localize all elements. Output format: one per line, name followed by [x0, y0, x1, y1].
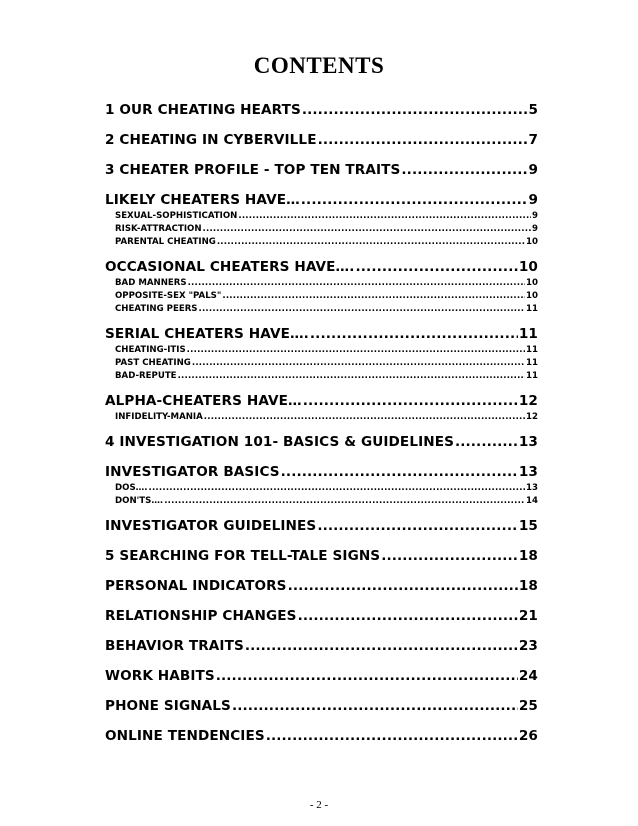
toc-leader	[356, 258, 518, 277]
toc-leader	[192, 357, 525, 370]
toc-entry-title: BEHAVIOR TRAITS	[105, 638, 244, 654]
toc-entry-page: 23	[518, 638, 538, 654]
toc-subentry-page: 11	[526, 304, 538, 314]
toc-leader	[301, 191, 528, 210]
toc-leader	[204, 411, 525, 424]
toc-leader	[222, 290, 525, 303]
toc-subentry[interactable]	[105, 303, 538, 316]
toc-entry[interactable]	[105, 517, 538, 536]
toc-subentry-title: BAD MANNERS	[115, 278, 187, 288]
toc-subentry[interactable]	[105, 236, 538, 249]
toc-leader	[149, 482, 526, 495]
toc-entry-title: 4 INVESTIGATION 101- BASICS & GUIDELINES	[105, 434, 454, 450]
toc-subentry[interactable]	[105, 357, 538, 370]
toc-subentry[interactable]	[105, 290, 538, 303]
toc-subentry-title: BAD-REPUTE	[115, 371, 177, 381]
toc-leader	[266, 727, 518, 746]
toc-subentry[interactable]	[105, 210, 538, 223]
toc-entry-title: PHONE SIGNALS	[105, 698, 231, 714]
toc-entry[interactable]	[105, 727, 538, 746]
toc-leader	[238, 210, 531, 223]
toc-entry-title: 3 CHEATER PROFILE - TOP TEN TRAITS	[105, 162, 401, 178]
toc-leader	[302, 101, 528, 120]
toc-leader	[232, 697, 518, 716]
toc-entry[interactable]	[105, 191, 538, 210]
toc-leader	[401, 161, 527, 180]
toc-leader	[217, 236, 525, 249]
toc-subentry-page: 11	[526, 345, 538, 355]
toc-subentry-title: DON'TS….	[115, 496, 164, 506]
toc-entry-title: WORK HABITS	[105, 668, 215, 684]
toc-entry-title: 2 CHEATING IN CYBERVILLE	[105, 132, 317, 148]
toc-entry-page: 18	[518, 548, 538, 564]
toc-entry-page: 25	[518, 698, 538, 714]
toc-subentry-page: 13	[526, 483, 538, 493]
toc-subentry[interactable]	[105, 344, 538, 357]
page-title: CONTENTS	[253, 53, 385, 78]
toc-entry-title: OCCASIONAL CHEATERS HAVE….	[105, 259, 355, 275]
toc-subentry[interactable]	[105, 277, 538, 290]
toc-leader	[199, 303, 526, 316]
toc-subentry-page: 9	[532, 224, 538, 234]
toc-subentry-title: INFIDELITY-MANIA	[115, 412, 203, 422]
toc-subentry-page: 11	[526, 371, 538, 381]
toc-entry-page: 13	[518, 434, 538, 450]
toc-subentry-title: RISK-ATTRACTION	[115, 224, 202, 234]
toc-subentry-title: CHEATING PEERS	[115, 304, 198, 314]
toc-entry-title: LIKELY CHEATERS HAVE…	[105, 192, 300, 208]
toc-subentry-title: SEXUAL-SOPHISTICATION	[115, 211, 238, 221]
toc-leader	[203, 223, 531, 236]
toc-entry-page: 7	[528, 132, 538, 148]
toc-entry[interactable]	[105, 392, 538, 411]
toc-entry-page: 9	[528, 162, 538, 178]
toc-entry-title: PERSONAL INDICATORS	[105, 578, 287, 594]
toc-leader	[188, 277, 525, 290]
toc-subentry-page: 9	[532, 211, 538, 221]
toc-entry[interactable]	[105, 607, 538, 626]
toc-subentry-title: OPPOSITE-SEX "PALS"	[115, 291, 222, 301]
toc-entry[interactable]	[105, 463, 538, 482]
table-of-contents	[105, 101, 538, 746]
toc-leader	[178, 370, 525, 383]
toc-subentry-title: PARENTAL CHEATING	[115, 237, 216, 247]
toc-subentry-page: 14	[526, 496, 538, 506]
page-number: - 2 -	[309, 799, 329, 811]
toc-leader	[298, 607, 518, 626]
toc-entry-title: ONLINE TENDENCIES	[105, 728, 265, 744]
toc-entry[interactable]	[105, 161, 538, 180]
toc-entry[interactable]	[105, 547, 538, 566]
toc-entry[interactable]	[105, 131, 538, 150]
toc-entry-page: 10	[518, 259, 538, 275]
toc-subentry-page: 11	[526, 358, 538, 368]
toc-subentry[interactable]	[105, 482, 538, 495]
toc-entry-page: 12	[518, 393, 538, 409]
toc-leader	[164, 495, 525, 508]
toc-entry-page: 9	[528, 192, 538, 208]
toc-entry[interactable]	[105, 258, 538, 277]
toc-subentry-page: 10	[526, 237, 538, 247]
toc-entry-page: 15	[518, 518, 538, 534]
toc-entry[interactable]	[105, 325, 538, 344]
toc-entry-page: 5	[528, 102, 538, 118]
toc-leader	[187, 344, 525, 357]
toc-subentry[interactable]	[105, 370, 538, 383]
toc-entry[interactable]	[105, 667, 538, 686]
toc-subentry-title: CHEATING-ITIS	[115, 345, 186, 355]
toc-entry[interactable]	[105, 637, 538, 656]
toc-subentry-title: DOS….	[115, 483, 148, 493]
toc-entry[interactable]	[105, 433, 538, 452]
toc-entry-page: 26	[518, 728, 538, 744]
toc-entry-page: 13	[518, 464, 538, 480]
toc-leader	[381, 547, 518, 566]
toc-leader	[288, 577, 518, 596]
toc-leader	[455, 433, 518, 452]
toc-entry-title: ALPHA-CHEATERS HAVE…	[105, 393, 302, 409]
toc-entry-title: RELATIONSHIP CHANGES	[105, 608, 297, 624]
toc-leader	[317, 517, 518, 536]
toc-entry-page: 18	[518, 578, 538, 594]
toc-subentry[interactable]	[105, 495, 538, 508]
toc-subentry-page: 10	[526, 291, 538, 301]
toc-leader	[318, 131, 528, 150]
toc-entry-title: SERIAL CHEATERS HAVE….	[105, 326, 309, 342]
toc-entry-page: 21	[518, 608, 538, 624]
toc-entry-title: INVESTIGATOR BASICS	[105, 464, 280, 480]
toc-entry-title: INVESTIGATOR GUIDELINES	[105, 518, 317, 534]
toc-entry-title: 1 OUR CHEATING HEARTS	[105, 102, 301, 118]
toc-leader	[281, 463, 518, 482]
toc-leader	[245, 637, 518, 656]
toc-subentry[interactable]	[105, 411, 538, 424]
toc-entry[interactable]	[105, 697, 538, 716]
toc-entry[interactable]	[105, 101, 538, 120]
toc-subentry[interactable]	[105, 223, 538, 236]
toc-leader	[310, 325, 518, 344]
toc-entry-page: 24	[518, 668, 538, 684]
toc-entry[interactable]	[105, 577, 538, 596]
toc-entry-title: 5 SEARCHING FOR TELL-TALE SIGNS	[105, 548, 381, 564]
toc-entry-page: 11	[518, 326, 538, 342]
toc-subentry-page: 10	[526, 278, 538, 288]
toc-subentry-title: PAST CHEATING	[115, 358, 191, 368]
toc-leader	[303, 392, 518, 411]
toc-subentry-page: 12	[526, 412, 538, 422]
toc-leader	[216, 667, 518, 686]
